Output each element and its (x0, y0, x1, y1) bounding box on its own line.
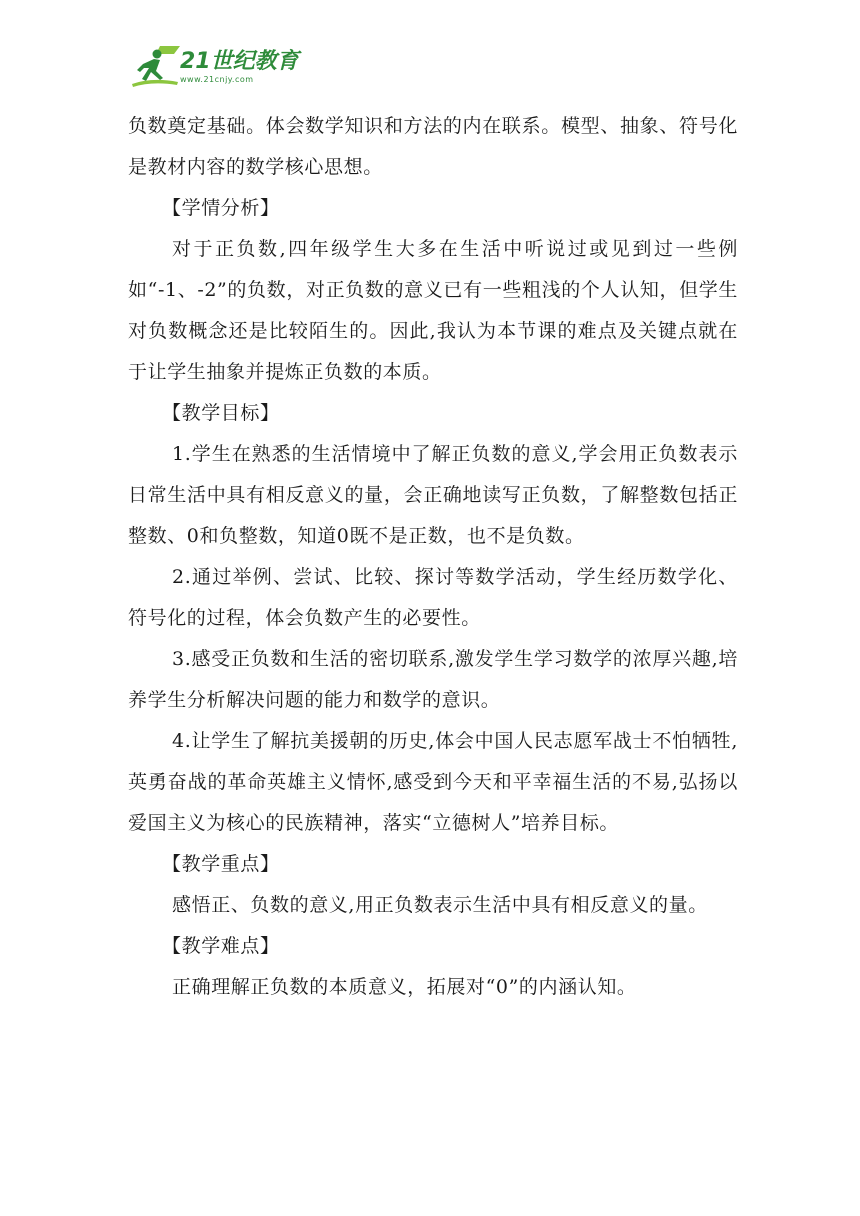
student-analysis-heading: 【学情分析】 (162, 197, 280, 219)
logo-url-text: www.21cnjy.com (180, 75, 254, 84)
difficulties-paragraph: 正确理解正负数的本质意义，拓展对“0”的内涵认知。 (172, 976, 637, 998)
key-points-paragraph: 感悟正、负数的意义,用正负数表示生活中具有相反意义的量。 (172, 894, 708, 916)
logo-brand-text: 21世纪教育 (180, 49, 299, 74)
key-points-heading: 【教学重点】 (162, 853, 280, 875)
objective-item-4: 4.让学生了解抗美援朝的历史,体会中国人民志愿军战士不怕牺牲,英勇奋战的革命英雄主义情怀,感受到今天和平幸福生活的不易,弘扬以爱国主义为核心的民族精神，落实“立德树人”培养目标。 (128, 730, 738, 834)
running-figure-icon (130, 44, 182, 90)
header-logo (130, 44, 310, 90)
objective-item-3: 3.感受正负数和生活的密切联系,激发学生学习数学的浓厚兴趣,培养学生分析解决问题的能力和数学的意识。 (128, 648, 738, 711)
student-analysis-paragraph: 对于正负数,四年级学生大多在生活中听说过或见到过一些例如“-1、-2”的负数，对正负数的意义已有一些粗浅的个人认知，但学生对负数概念还是比较陌生的。因此,我认为本节课的难点及关键点就在于让学生抽象并提炼正负数的本质。 (128, 238, 738, 383)
intro-continuation-paragraph: 负数奠定基础。体会数学知识和方法的内在联系。模型、抽象、符号化是教材内容的数学核心思想。 (128, 115, 738, 178)
document-body (128, 106, 738, 1008)
objectives-heading: 【教学目标】 (162, 402, 280, 424)
objective-item-1: 1.学生在熟悉的生活情境中了解正负数的意义,学会用正负数表示日常生活中具有相反意义的量，会正确地读写正负数，了解整数包括正整数、0和负整数，知道0既不是正数，也不是负数。 (128, 443, 738, 547)
difficulties-heading: 【教学难点】 (162, 935, 280, 957)
objective-item-2: 2.通过举例、尝试、比较、探讨等数学活动，学生经历数学化、符号化的过程，体会负数产生的必要性。 (128, 566, 738, 629)
